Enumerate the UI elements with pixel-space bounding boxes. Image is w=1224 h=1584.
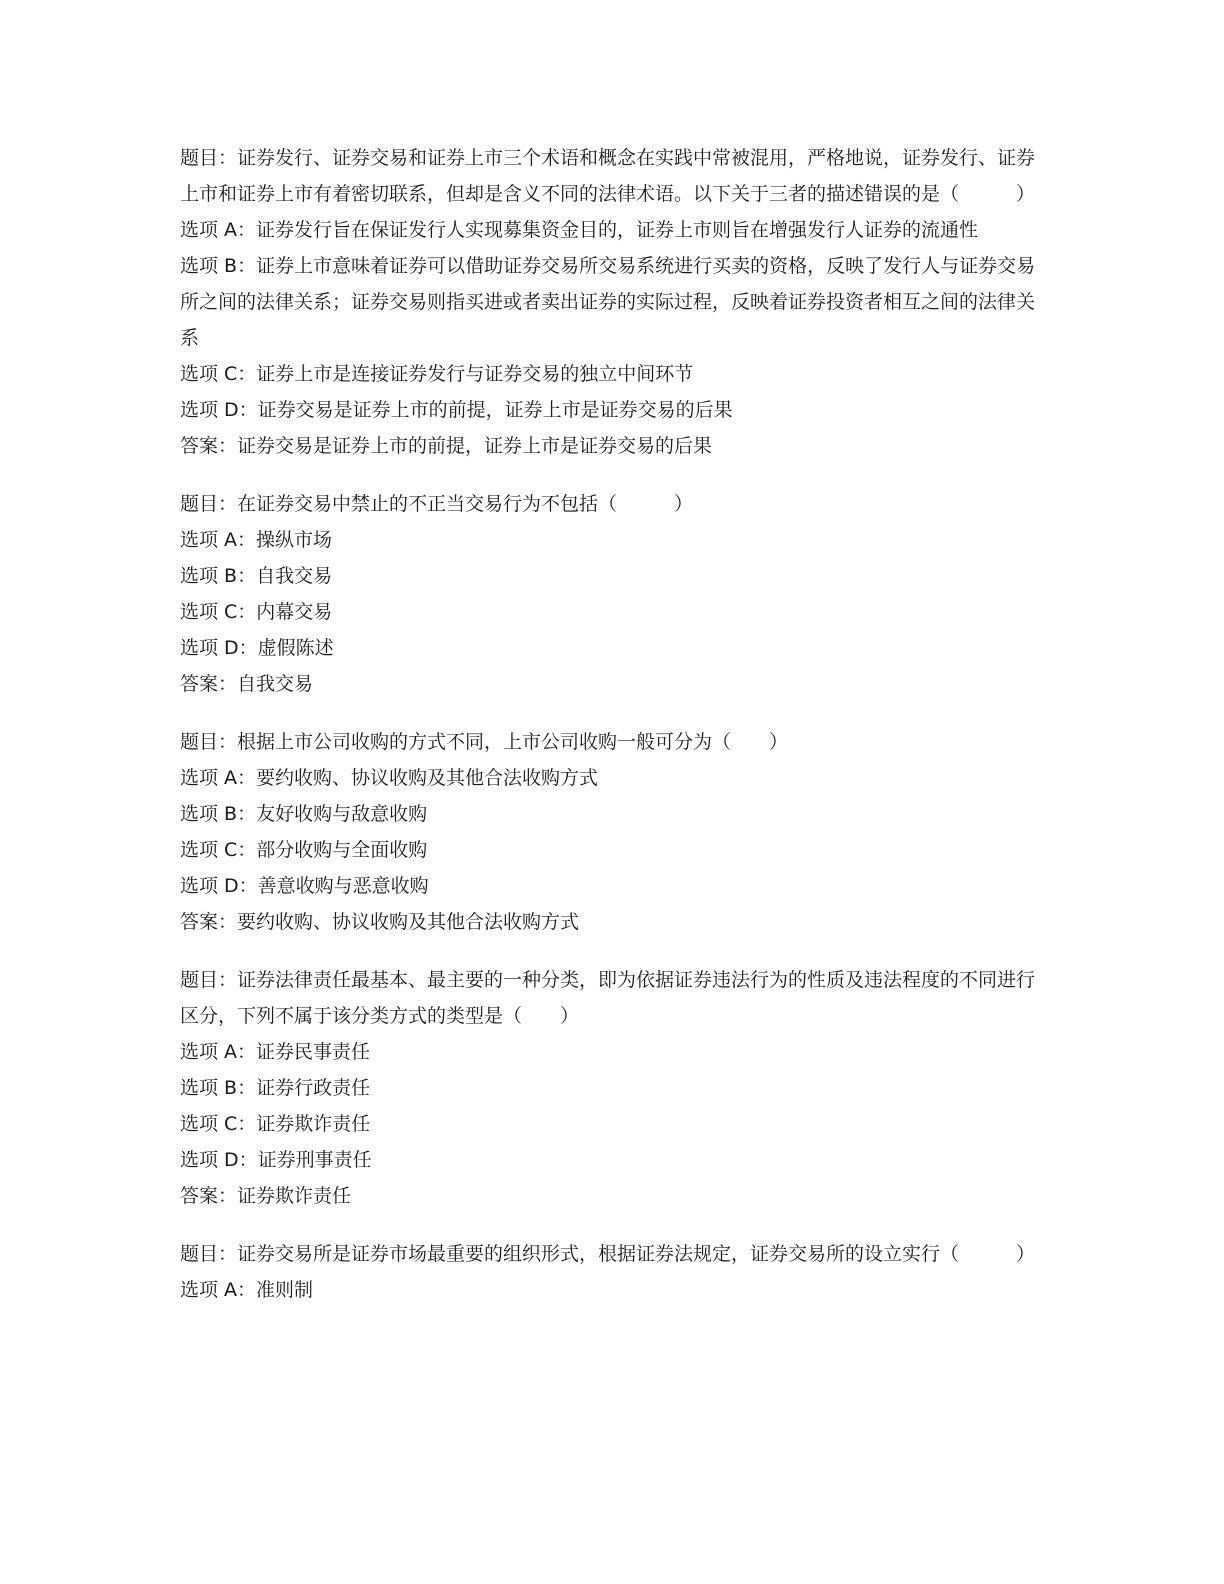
question-stem: 题目：根据上市公司收购的方式不同，上市公司收购一般可分为（ ）	[180, 731, 789, 753]
answer: 答案：证券交易是证券上市的前提，证券上市是证券交易的后果	[180, 435, 713, 457]
option-b: 选项 B：证券上市意味着证券可以借助证券交易所交易系统进行买卖的资格，反映了发行人与证券交易所之间的法律关系；证券交易则指买进或者卖出证券的实际过程，反映着证券投资者相互之间的法律关系	[180, 255, 1036, 349]
option-b: 选项 B：友好收购与敌意收购	[180, 803, 428, 825]
question-block	[180, 486, 1040, 702]
option-a: 选项 A：要约收购、协议收购及其他合法收购方式	[180, 767, 599, 789]
answer: 答案：证券欺诈责任	[180, 1185, 352, 1207]
option-d: 选项 D：虚假陈述	[180, 637, 334, 659]
question-block	[180, 724, 1040, 940]
option-c: 选项 C：证券上市是连接证券发行与证券交易的独立中间环节	[180, 363, 694, 385]
answer: 答案：要约收购、协议收购及其他合法收购方式	[180, 911, 580, 933]
option-b: 选项 B：自我交易	[180, 565, 333, 587]
option-a: 选项 A：证券发行旨在保证发行人实现募集资金目的，证券上市则旨在增强发行人证券的流通性	[180, 219, 979, 241]
option-b: 选项 B：证券行政责任	[180, 1077, 371, 1099]
option-a: 选项 A：证券民事责任	[180, 1041, 371, 1063]
option-d: 选项 D：证券刑事责任	[180, 1149, 372, 1171]
option-a: 选项 A：操纵市场	[180, 529, 333, 551]
document-page	[180, 140, 1040, 1330]
question-stem: 题目：证券交易所是证券市场最重要的组织形式，根据证券法规定，证券交易所的设立实行（ ）	[180, 1243, 1036, 1265]
question-block	[180, 962, 1040, 1214]
question-block	[180, 1236, 1040, 1308]
question-stem: 题目：证券法律责任最基本、最主要的一种分类，即为依据证券违法行为的性质及违法程度的不同进行区分，下列不属于该分类方式的类型是（ ）	[180, 969, 1036, 1027]
option-d: 选项 D：证券交易是证券上市的前提，证券上市是证券交易的后果	[180, 399, 733, 421]
answer: 答案：自我交易	[180, 673, 314, 695]
question-block	[180, 140, 1040, 464]
option-c: 选项 C：部分收购与全面收购	[180, 839, 428, 861]
option-a: 选项 A：准则制	[180, 1279, 314, 1301]
question-stem: 题目：在证券交易中禁止的不正当交易行为不包括（ ）	[180, 493, 694, 515]
option-c: 选项 C：内幕交易	[180, 601, 333, 623]
option-c: 选项 C：证券欺诈责任	[180, 1113, 371, 1135]
question-stem: 题目：证券发行、证券交易和证券上市三个术语和概念在实践中常被混用，严格地说，证券发行、证券上市和证券上市有着密切联系，但却是含义不同的法律术语。以下关于三者的描述错误的是（ ）	[180, 147, 1036, 205]
option-d: 选项 D：善意收购与恶意收购	[180, 875, 429, 897]
